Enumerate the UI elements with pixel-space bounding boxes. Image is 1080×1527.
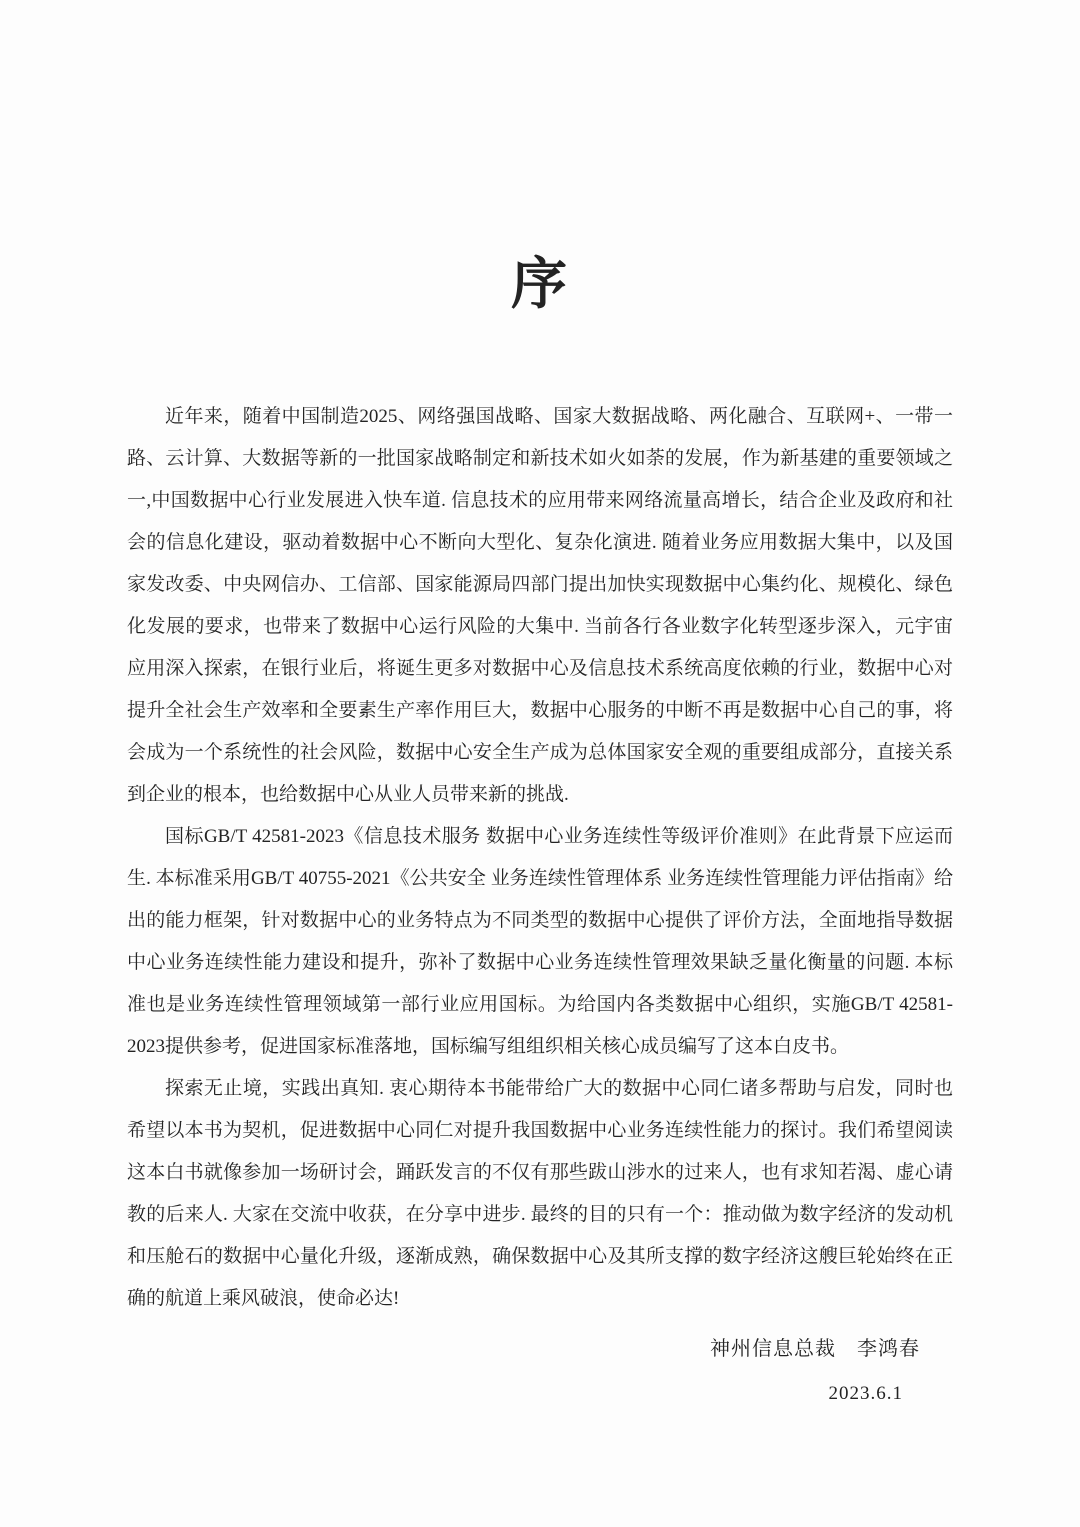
signature-line: 神州信息总裁 李鸿春 bbox=[710, 1338, 920, 1360]
preface-paragraph-3: 探索无止境，实践出真知. 衷心期待本书能带给广大的数据中心同仁诸多帮助与启发，同时也希望以本书为契机，促进数据中心同仁对提升我国数据中心业务连续性能力的探讨。我们希望阅读这本白书就像参加一场研讨会，踊跃发言的不仅有那些跋山涉水的过来人，也有求知若渴、虚心请教的后来人. 大家在交流中收获，在分享中进步. 最终的目的只有一个：推动做为数字经济的发动机和压舱石的数据中心量化升级，逐渐成熟，确保数据中心及其所支撑的数字经济这艘巨轮始终在正确的航道上乘风破浪，使命必达! bbox=[127, 1078, 953, 1309]
preface-paragraph-2: 国标GB/T 42581-2023《信息技术服务 数据中心业务连续性等级评价准则》在此背景下应运而生. 本标准采用GB/T 40755-2021《公共安全 业务连续性管理体系 业务连续性管理能力评估指南》给出的能力框架，针对数据中心的业务特点为不同类型的数据中心提供了评价方法，全面地指导数据中心业务连续性能力建设和提升，弥补了数据中心业务连续性管理效果缺乏量化衡量的问题. 本标准也是业务连续性管理领域第一部行业应用国标。为给国内各类数据中心组织，实施GB/T 42581-2023提供参考，促进国家标准落地，国标编写组组织相关核心成员编写了这本白皮书。 bbox=[127, 826, 953, 1057]
preface-paragraph-1: 近年来，随着中国制造2025、网络强国战略、国家大数据战略、两化融合、互联网+、一带一路、云计算、大数据等新的一批国家战略制定和新技术如火如荼的发展，作为新基建的重要领域之一,中国数据中心行业发展进入快车道. 信息技术的应用带来网络流量高增长，结合企业及政府和社会的信息化建设，驱动着数据中心不断向大型化、复杂化演进. 随着业务应用数据大集中，以及国家发改委、中央网信办、工信部、国家能源局四部门提出加快实现数据中心集约化、规模化、绿色化发展的要求，也带来了数据中心运行风险的大集中. 当前各行各业数字化转型逐步深入，元宇宙应用深入探索，在银行业后，将诞生更多对数据中心及信息技术系统高度依赖的行业，数据中心对提升全社会生产效率和全要素生产率作用巨大，数据中心服务的中断不再是数据中心自己的事，将会成为一个系统性的社会风险，数据中心安全生产成为总体国家安全观的重要组成部分，直接关系到企业的根本，也给数据中心从业人员带来新的挑战. bbox=[127, 406, 953, 805]
page-title: 序 bbox=[511, 254, 569, 316]
date-line: 2023.6.1 bbox=[828, 1383, 903, 1404]
preface-body bbox=[127, 396, 953, 1320]
